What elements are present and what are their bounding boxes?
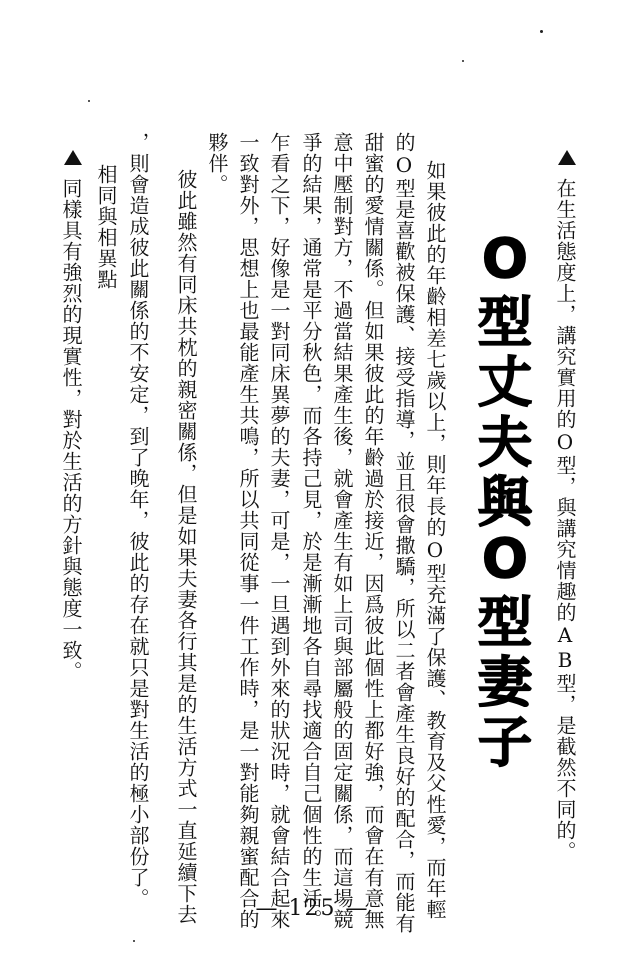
body-column: 爭的結果，通常是平分秋色，而各持己見，於是漸漸地各自尋找適合自己個性的生活。 — [299, 132, 323, 930]
body-column: 乍看之下，好像是一對同床異夢的夫妻，可是，一旦遇到外來的狀況時，就會結合起來 — [267, 132, 291, 930]
title-char: 型 — [478, 590, 532, 654]
title-char: 與 — [478, 470, 532, 534]
bullet-triangle-bottom — [64, 150, 82, 165]
body-column: ，則會造成彼此關係的不安定，到了晚年，彼此的存在就只是對生活的極小部份了。 — [126, 132, 150, 909]
title-char: 妻 — [478, 650, 532, 714]
bullet-triangle-top — [558, 150, 576, 165]
title-char: 子 — [478, 710, 532, 774]
body-column: 夥伴。 — [205, 132, 229, 195]
title-char: 丈 — [478, 350, 532, 414]
scan-speck — [540, 30, 543, 33]
title-char: 型 — [478, 290, 532, 354]
body-column: 彼此雖然有同床共枕的親密關係，但是如果夫妻各行其是的生活方式一直延續下去 — [174, 148, 198, 925]
body-column: 意中壓制對方，不過當結果產生後，就會產生有如上司與部屬般的固定關係，而這場競 — [330, 132, 354, 930]
body-column: 的O型是喜歡被保護、接受指導，並且很會撒驕，所以二者會產生良好的配合，而能有 — [392, 132, 416, 934]
bullet-top-text: 在生活態度上，講究實用的O型，與講究情趣的AB型，是截然不同的。 — [553, 178, 577, 862]
scan-speck — [88, 100, 90, 102]
title-char: O — [482, 226, 528, 290]
scan-speck — [462, 60, 464, 62]
scan-speck — [133, 940, 135, 942]
page-number: — 125 — — [255, 896, 370, 921]
bullet-bottom-heading: 相同與相異點 — [94, 164, 118, 290]
title-char: 夫 — [478, 410, 532, 474]
body-column: 一致對外，思想上也最能產生共鳴，所以共同從事一件工作時，是一對能夠親蜜配合的 — [236, 132, 260, 930]
title-char: O — [482, 526, 528, 590]
body-column: 如果彼此的年齡相差七歲以上，則年長的O型充滿了保護、教育及父性愛，而年輕 — [423, 160, 447, 920]
chapter-title — [468, 226, 542, 774]
bullet-bottom-text: 同樣具有強烈的現實性，對於生活的方針與態度一致。 — [59, 178, 83, 682]
body-column: 甜蜜的愛情關係。但如果彼此的年齡過於接近，因爲彼此個性上都好強，而會在有意無 — [361, 132, 385, 930]
